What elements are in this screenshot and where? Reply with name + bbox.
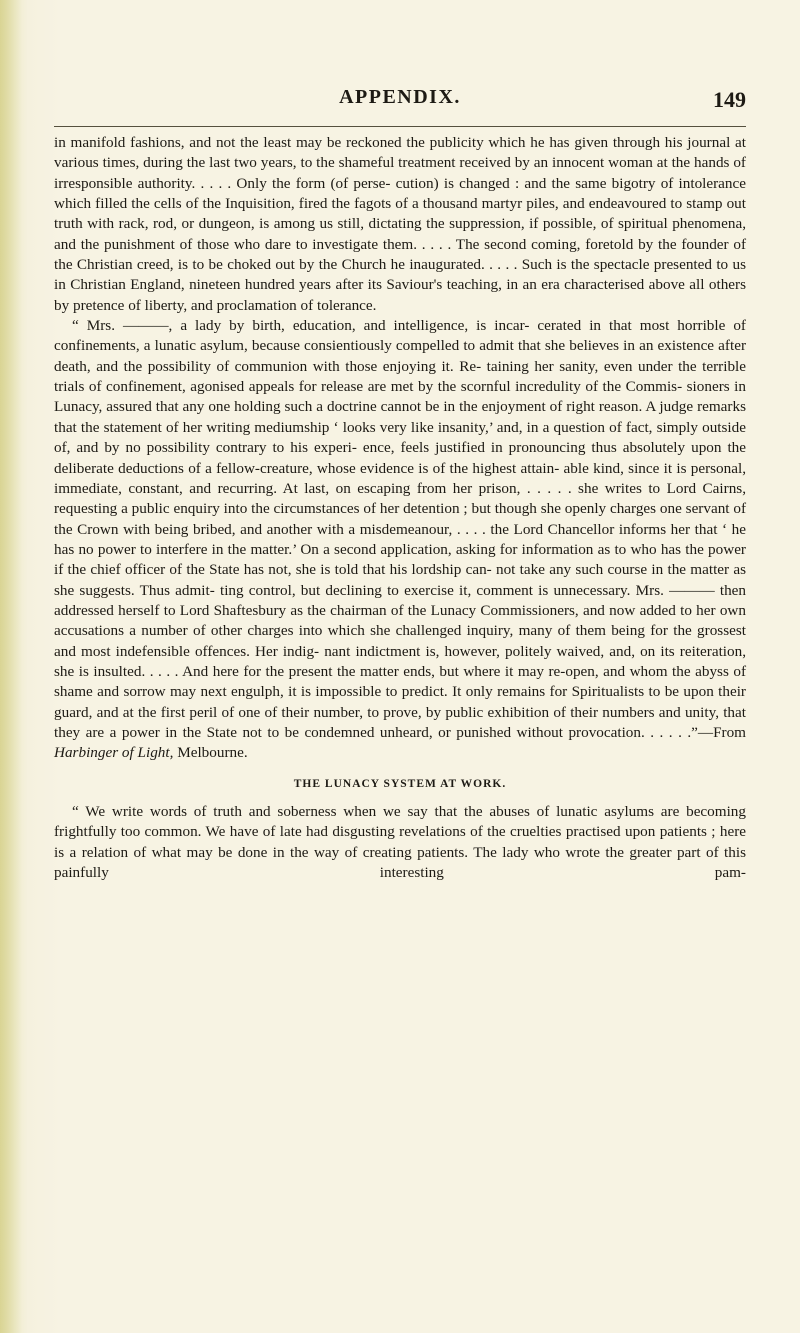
- source-title: Harbinger of Light,: [54, 744, 174, 762]
- paragraph-3: “ We write words of truth and soberness when we say that the abuses of lunatic asylums are becoming frightfully too common. We have of late had disgusting revelations of the cruelties practised upon patients ; here is a relation of what may be done in the way of creating patients. The lady who wrote the greater part of this painfully interesting pam-: [54, 803, 746, 882]
- paragraph-2: [54, 316, 746, 764]
- header-rule: [54, 126, 746, 127]
- section-heading: THE LUNACY SYSTEM AT WORK.: [293, 777, 507, 790]
- page-edge-shading: [0, 0, 22, 1333]
- running-header: [54, 86, 746, 126]
- paragraph-1: in manifold fashions, and not the least may be reckoned the publicity which he has given through his journal at various times, during the last two years, to the shameful treatment received by an innocent woman at the hands of irresponsible authority. . . . . Only the form (of perse- cution) is changed : and the same bigotry of intolerance which filled the cells of the Inquisition, fired the fagots of a thousand martyr piles, and endeavoured to stamp out truth with rack, rod, or dungeon, is among us still, dictating the suppression, if possible, of spiritual phenomena, and the punishment of those who dare to investigate them. . . . . The second coming, foretold by the founder of the Christian creed, is to be choked out by the Church he inaugurated. . . . . Such is the spectacle presented to us in Christian England, nineteen hundred years after its Saviour's teaching, in an era characterised above all others by pretence of liberty, and proclamation of tolerance.: [54, 134, 746, 314]
- running-title: APPENDIX.: [339, 86, 461, 108]
- body-text: [54, 133, 746, 883]
- paragraph-2-text: “ Mrs. ———, a lady by birth, education, and intelligence, is incar- cerated in that most horrible of confinements, a lunatic asylum, because consientiously compelled to admit that she believes in an existence after death, and the possibility of communion with those enjoying it. Re- taining her sanity, even under the terrible trials of confinement, agonised appeals for release are met by the scornful incredulity of the Commis- sioners in Lunacy, assured that any one holding such a doctrine cannot be in the enjoyment of right reason. A judge remarks that the statement of her writing mediumship ‘ looks very like insanity,’ and, in a question of fact, simply outside of, and by no possibility contrary to his experi- ence, feels justified in pronouncing thus absolutely upon the deliberate deductions of a fellow-creature, whose evidence is of the highest attain- able kind, since it is personal, immediate, constant, and recurring. At last, on escaping from her prison, . . . . . she writes to Lord Cairns, requesting a public enquiry into the circumstances of her detention ; but though she openly charges one servant of the Crown with being bribed, and another with a misdemeanour, . . . . the Lord Chancellor informs her that ‘ he has no power to interfere in the matter.’ On a second application, asking for information as to who has the power if the chief officer of the State has not, she is told that his lordship can- not take any such course in the matter as she suggests. Thus admit- ting control, but declining to exercise it, comment is unnecessary. Mrs. ——— then addressed herself to Lord Shaftesbury as the chairman of the Lunacy Commissioners, and now added to her own accusations a number of other charges into which she challenged inquiry, many of them being for the grossest and most indefensible offences. Her indig- nant indictment is, however, politely waived, and, on its reiteration, she is insulted. . . . . And here for the present the matter ends, but where it may re-open, and whom the abyss of shame and sorrow may next engulph, it is impossible to predict. It only remains for Spiritualists to be upon their guard, and at the first peril of one of their number, to prove, by public exhibition of their numbers and unity, that they are a power in the State not to be condemned unheard, or punished without provocation. . . . . .”—From: [54, 317, 746, 741]
- page-number: 149: [713, 87, 746, 112]
- source-place: Melbourne.: [173, 744, 248, 762]
